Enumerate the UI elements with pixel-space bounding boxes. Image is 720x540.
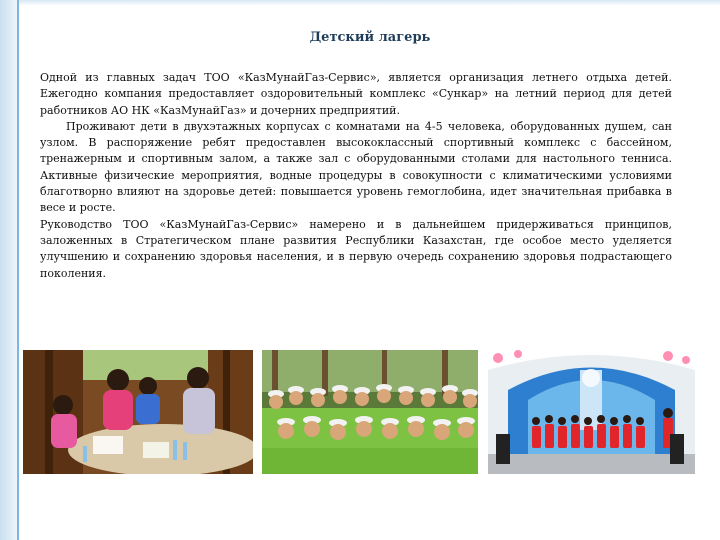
paragraph-1: Одной из главных задач ТОО «КазМунайГаз-Сервис», является организация летнего отдыха детей. Ежегодно компания предоставляет оздоровительный комплекс «Сункар» на летний период для детей работников АО НК «КазМунайГаз» и дочерних предприятий. (40, 71, 672, 117)
photo-stage-performance (488, 350, 695, 474)
slide-body (40, 70, 672, 282)
photo-strip (23, 350, 695, 474)
slide-left-border (17, 0, 19, 540)
photo-children-drawing (23, 350, 253, 474)
slide-top-band (19, 0, 720, 6)
photo-children-group (262, 350, 478, 474)
slide-title: Детский лагерь (309, 30, 431, 45)
slide-left-strip (0, 0, 18, 540)
paragraph-3: Руководство ТОО «КазМунайГаз-Сервис» намерено и в дальнейшем придерживаться принципов, заложенных в Стратегическом плане развития Республики Казахстан, где особое место уделяется улучшению и сохранению здоровья населения, и в первую очередь сохранению здоровья подрастающего поколения. (40, 217, 672, 280)
paragraph-2: Проживают дети в двухэтажных корпусах с комнатами на 4-5 человека, оборудованных душем, сан узлом. В распоряжение ребят предоставлен высококлассный спортивный комплекс с бассейном, тренажерным и спортивным залом, а также зал с оборудованными столами для настольного тенниса. Активные физические мероприятия, водные процедуры в совокупности с климатическими условиями благотворно влияют на здоровье детей: повышается уровень гемоглобина, идет значительная прибавка в весе и росте. (40, 119, 672, 215)
